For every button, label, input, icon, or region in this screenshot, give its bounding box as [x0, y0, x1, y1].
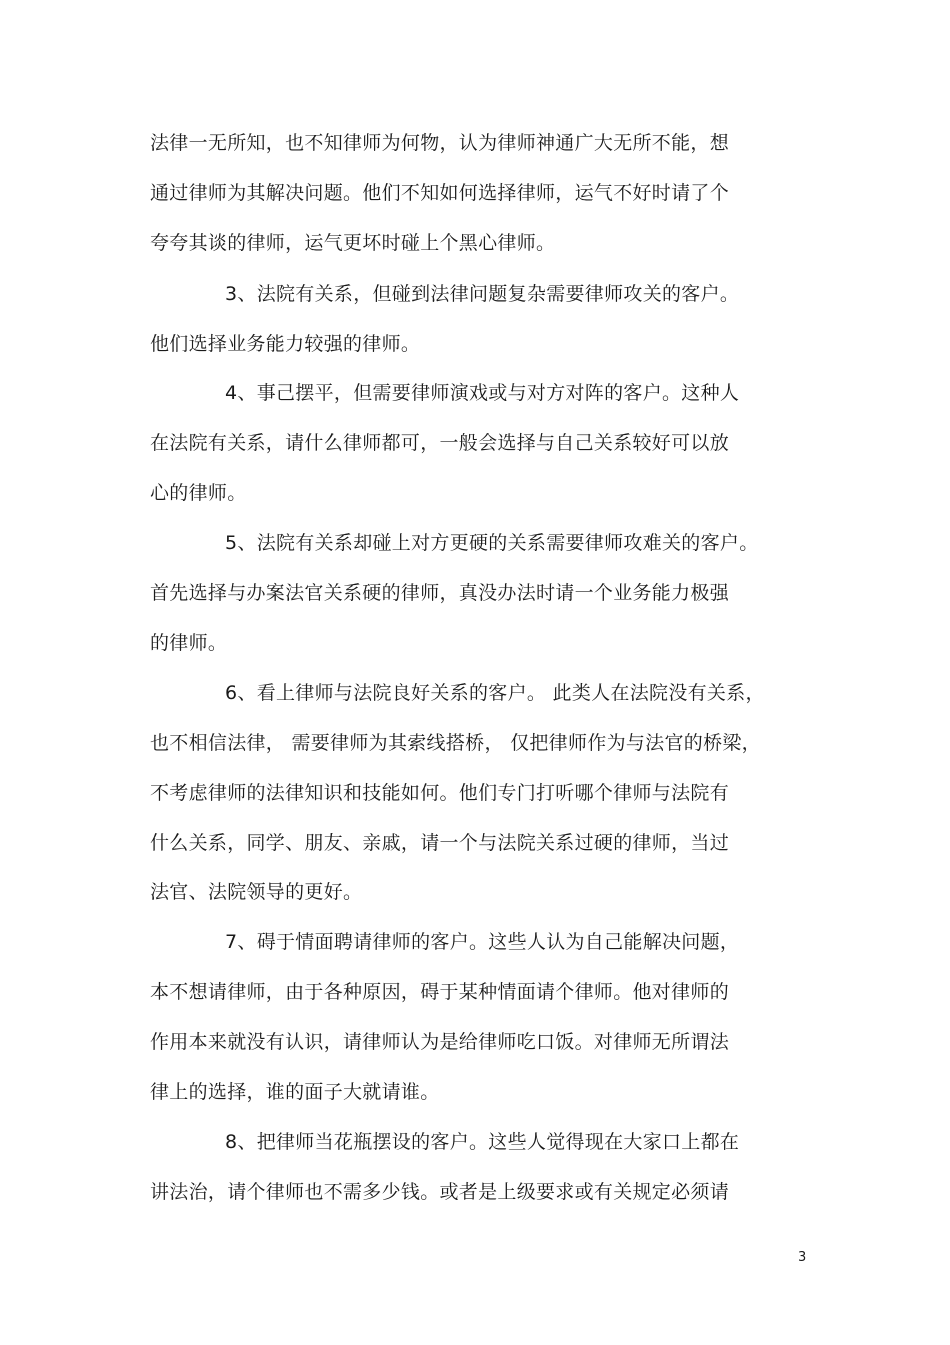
- text-line: 的律师。: [150, 632, 228, 654]
- paragraph-start-3: 3、法院有关系，但碰到法律问题复杂需要律师攻关的客户。: [225, 283, 740, 305]
- text-line: 通过律师为其解决问题。他们不知如何选择律师，运气不好时请了个: [150, 182, 730, 204]
- paragraph-start-4: 4、事己摆平，但需要律师演戏或与对方对阵的客户。这种人: [225, 382, 740, 404]
- page-number: 3: [798, 1250, 807, 1265]
- text-line: 他们选择业务能力较强的律师。: [150, 333, 421, 355]
- text-line: 法律一无所知，也不知律师为何物，认为律师神通广大无所不能，想: [150, 132, 730, 154]
- text-line: 讲法治，请个律师也不需多少钱。或者是上级要求或有关规定必须请: [150, 1181, 730, 1203]
- text-line: 心的律师。: [150, 482, 247, 504]
- text-line: 律上的选择，谁的面子大就请谁。: [150, 1081, 440, 1103]
- text-line: 首先选择与办案法官关系硬的律师，真没办法时请一个业务能力极强: [150, 582, 730, 604]
- text-line: 不考虑律师的法律知识和技能如何。他们专门打听哪个律师与法院有: [150, 782, 730, 804]
- text-line: 夸夸其谈的律师，运气更坏时碰上个黑心律师。: [150, 232, 556, 254]
- paragraph-start-7: 7、碍于情面聘请律师的客户。这些人认为自己能解决问题，: [225, 931, 740, 953]
- text-line: 也不相信法律， 需要律师为其索线搭桥， 仅把律师作为与法官的桥梁，: [150, 732, 761, 754]
- paragraph-start-8: 8、把律师当花瓶摆设的客户。这些人觉得现在大家口上都在: [225, 1131, 740, 1153]
- paragraph-start-6: 6、看上律师与法院良好关系的客户。 此类人在法院没有关系，: [225, 682, 765, 704]
- text-line: 法官、法院领导的更好。: [150, 881, 363, 903]
- paragraph-start-5: 5、法院有关系却碰上对方更硬的关系需要律师攻难关的客户。: [225, 532, 759, 554]
- text-line: 什么关系，同学、朋友、亲戚，请一个与法院关系过硬的律师，当过: [150, 832, 730, 854]
- text-line: 本不想请律师，由于各种原因，碍于某种情面请个律师。他对律师的: [150, 981, 730, 1003]
- text-line: 在法院有关系，请什么律师都可，一般会选择与自己关系较好可以放: [150, 432, 730, 454]
- text-line: 作用本来就没有认识，请律师认为是给律师吃口饭。对律师无所谓法: [150, 1031, 730, 1053]
